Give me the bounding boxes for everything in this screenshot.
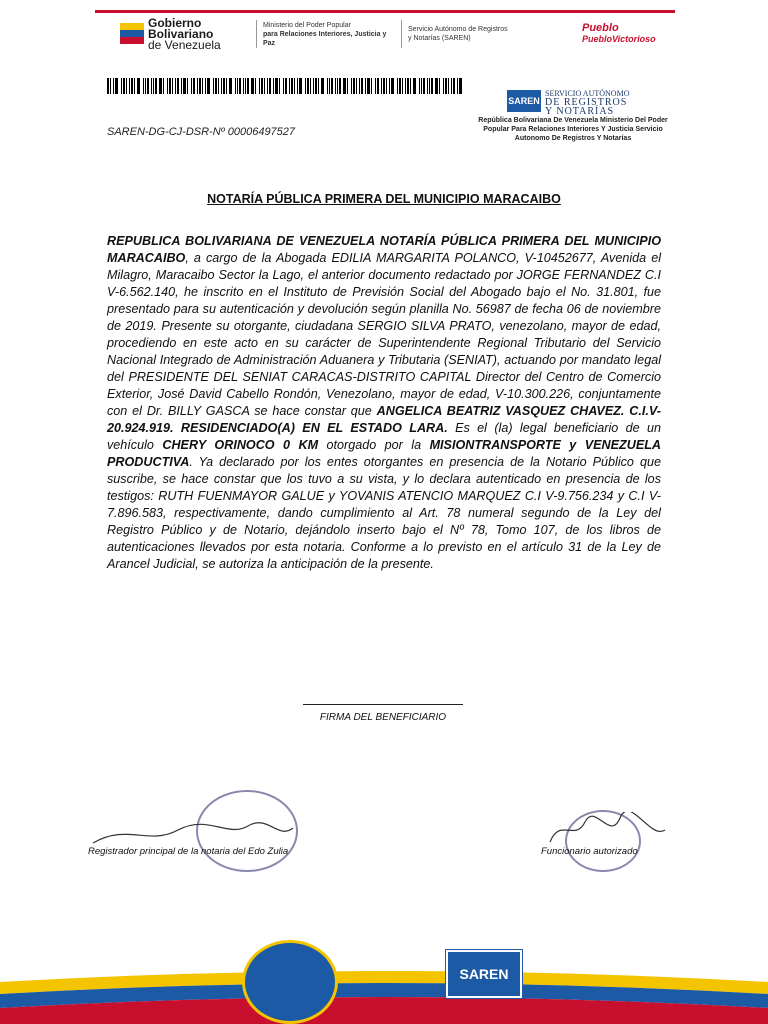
saren-line-1: Servicio Autónomo de Registros <box>408 26 508 33</box>
barcode-bar <box>337 78 338 94</box>
barcode-bar <box>289 78 290 94</box>
barcode-bar <box>389 78 390 94</box>
pueblo-victorioso-logo <box>582 22 656 48</box>
barcode-bar <box>279 78 280 94</box>
barcode-bar <box>371 78 372 94</box>
barcode-bar <box>321 78 324 94</box>
barcode-bar <box>431 78 433 94</box>
barcode-bar <box>237 78 238 94</box>
barcode-bar <box>273 78 274 94</box>
barcode-bar <box>191 78 192 94</box>
barcode-bar <box>251 78 254 94</box>
registrar-label: Registrador principal de la notaria del Edo Zulia <box>88 846 289 857</box>
barcode-bar <box>261 78 263 94</box>
barcode-bar <box>107 78 109 94</box>
barcode-bar <box>327 78 328 94</box>
pv-line-2: PuebloVictorioso <box>582 34 656 44</box>
barcode-bar <box>213 78 214 94</box>
body-bold-7: MISIONTRANSPORTE y VENEZUELA PRODUCTIVA <box>107 438 662 469</box>
barcode-bar <box>405 78 406 94</box>
barcode-bar <box>269 78 271 94</box>
barcode-bar <box>175 78 176 94</box>
saren-name-line-3: Y NOTARÍAS <box>545 106 615 117</box>
footer-tricolor-wave <box>0 960 768 1024</box>
header-top-rule <box>95 10 675 13</box>
barcode-bar <box>307 78 309 94</box>
barcode-bar <box>247 78 249 94</box>
barcode-bar <box>377 78 379 94</box>
barcode-bar <box>375 78 376 94</box>
barcode-bar <box>226 78 227 94</box>
barcode-bar <box>151 78 152 94</box>
barcode-bar <box>459 78 462 94</box>
barcode-bar <box>423 78 425 94</box>
barcode-bar <box>218 78 219 94</box>
venezuela-flag-icon <box>120 23 144 45</box>
saren-logo-text <box>545 89 629 116</box>
barcode-bar <box>386 78 387 94</box>
barcode-bar <box>275 78 278 94</box>
barcode-bar <box>243 78 244 94</box>
gov-line-2: de Venezuela <box>148 37 221 52</box>
barcode-bar <box>181 78 182 94</box>
saren-header-name <box>408 25 528 43</box>
barcode-bar <box>419 78 420 94</box>
ministry-name <box>263 21 395 48</box>
saren-footer-logo: SAREN <box>446 950 522 998</box>
officer-signature-icon <box>540 812 670 848</box>
barcode-bar <box>113 78 114 94</box>
barcode-bar <box>235 78 236 94</box>
barcode-bar <box>239 78 241 94</box>
saren-name-line-2: DE REGISTROS <box>545 97 628 108</box>
saren-name-line-1: SERVICIO AUTÓNOMO <box>545 89 630 98</box>
body-bold-3: ANGELICA BEATRIZ VASQUEZ CHAVEZ. C.I.V-20.924.919. RESIDENCIADO(A) EN EL ESTADO LARA. <box>107 404 661 435</box>
barcode-bar <box>159 78 162 94</box>
body-bold-5: CHERY ORINOCO 0 KM <box>162 438 319 452</box>
barcode-bar <box>451 78 452 94</box>
barcode-bar <box>443 78 444 94</box>
barcode-bar <box>123 78 125 94</box>
pv-line-1: Pueblo <box>582 22 619 34</box>
barcode-bar <box>399 78 401 94</box>
barcode-bar <box>283 78 284 94</box>
barcode-bar <box>383 78 385 94</box>
body-text-4: Es el (la) legal beneficiario de un vehículo <box>107 421 662 452</box>
barcode-bar <box>339 78 341 94</box>
barcode-bar <box>143 78 144 94</box>
barcode-bar <box>137 78 140 94</box>
barcode-bar <box>221 78 222 94</box>
barcode-bar <box>361 78 363 94</box>
barcode-bar <box>223 78 225 94</box>
barcode-bar <box>453 78 455 94</box>
gov-line-1: Gobierno Bolivariano <box>148 15 214 41</box>
government-header <box>120 15 660 53</box>
barcode-bar <box>169 78 171 94</box>
body-text-6: otorgado por la <box>318 438 430 452</box>
barcode-bar <box>365 78 366 94</box>
barcode-bar <box>197 78 198 94</box>
barcode-bar <box>121 78 122 94</box>
barcode-bar <box>331 78 333 94</box>
barcode-bar <box>145 78 146 94</box>
barcode-bar <box>202 78 203 94</box>
barcode-bar <box>285 78 287 94</box>
barcode-bar <box>172 78 173 94</box>
barcode-bar <box>347 78 348 94</box>
barcode-bar <box>318 78 319 94</box>
beneficiary-signature-label: FIRMA DEL BENEFICIARIO <box>319 712 447 723</box>
ministry-emblem-icon <box>242 940 338 1024</box>
barcode-bar <box>421 78 422 94</box>
barcode-bar <box>129 78 130 94</box>
barcode-bar <box>199 78 201 94</box>
barcode-bar <box>177 78 179 94</box>
saren-line-2: y Notarías (SAREN) <box>408 35 471 42</box>
barcode-bar <box>245 78 246 94</box>
barcode-bar <box>457 78 458 94</box>
body-text-2: , a cargo de la Abogada EDILIA MARGARITA POLANCO, V-10452677, Avenida el Milagro, Maracaibo Sector la Lago, el anterior documento redactado por JORGE FERNANDEZ C.I V-6.562.140, he inscrito en el Instituto de Previsión Social del Abogado bajo el No. 31.801, fue presentado para su autenticación y devolución según planilla No. 56987 de fecha 06 de noviembre de 2019. Presente su otorgante, ciudadana SERGIO SILVA PRATO, venezolano, mayor de edad, procediendo en este acto en su carácter de Superintendente Regional Tributario del Servicio Nacional Integrado de Administración Aduanera y Tributaria (SENIAT), actuando por mandato legal del PRESIDENTE DEL SENIAT CARACAS-DISTRITO CAPITAL Director del Centro de Comercio Exterior, José David Cabello Rondón, Venezolano, mayor de edad, V-10.300.226, conjuntamente con el Dr. BILLY GASCA se hace constar que <box>107 251 661 418</box>
barcode-bar <box>445 78 447 94</box>
barcode-bar <box>435 78 438 94</box>
document-reference: SAREN-DG-CJ-DSR-Nº 00006497527 <box>107 126 296 138</box>
barcode-bar <box>115 78 118 94</box>
barcode-bar <box>264 78 265 94</box>
officer-label: Funcionario autorizado <box>541 846 638 857</box>
beneficiary-signature-line <box>303 704 463 705</box>
barcode-bar <box>215 78 217 94</box>
barcode-bar <box>329 78 330 94</box>
barcode-bar <box>351 78 352 94</box>
barcode-bar <box>448 78 449 94</box>
barcode-bar <box>110 78 111 94</box>
header-divider <box>401 20 402 48</box>
barcode-bar <box>343 78 346 94</box>
barcode-bar <box>291 78 293 94</box>
barcode-bar <box>205 78 206 94</box>
document-title: NOTARÍA PÚBLICA PRIMERA DEL MUNICIPIO MARACAIBO <box>207 192 561 206</box>
barcode-bar <box>297 78 298 94</box>
body-bold-1: REPUBLICA BOLIVARIANA DE VENEZUELA NOTARÍA PÚBLICA PRIMERA DEL MUNICIPIO MARACAIBO <box>107 234 661 265</box>
header-divider <box>256 20 257 48</box>
document-body <box>107 233 661 573</box>
barcode-bar <box>367 78 370 94</box>
barcode-bar <box>413 78 416 94</box>
barcode-bar <box>439 78 440 94</box>
body-text-8: . Ya declarado por los entes otorgantes en presencia de la Notario Público que suscribe, se hace constar que los tuvo a su vista, y lo declara autenticado en presencia de los testigos: RUTH FUENMAYOR GALUE y YOVANIS ATENCIO MARQUEZ C.I V-9.756.234 y C.I V-7.896.583, respectivamente, dando cumplimiento al Art. 78 numeral segundo de la Ley del Registro Público y de Notario, dejándolo inserto bajo el Nº 78, Tomo 107, de los libros de autenticaciones llevados por esta notaria. Conforme a lo previsto en el artículo 31 de la Ley de Arancel Judicial, se autoriza la anticipación de la presente. <box>107 455 661 571</box>
saren-logo-box: SAREN <box>507 90 541 112</box>
government-name <box>148 15 250 52</box>
barcode-bar <box>410 78 411 94</box>
barcode-bar <box>147 78 149 94</box>
ministry-line-2: para Relaciones Interiores, Justicia y Paz <box>263 30 387 47</box>
barcode-bar <box>335 78 336 94</box>
barcode-bar <box>134 78 135 94</box>
barcode-bar <box>126 78 127 94</box>
barcode-bar <box>315 78 317 94</box>
barcode-bar <box>207 78 210 94</box>
ministry-line-1: Ministerio del Poder Popular <box>263 21 351 29</box>
barcode-bar <box>353 78 355 94</box>
barcode-bar <box>391 78 394 94</box>
barcode-bar <box>381 78 382 94</box>
barcode-bar <box>359 78 360 94</box>
barcode-bar <box>402 78 403 94</box>
barcode-bar <box>259 78 260 94</box>
barcode-bar <box>153 78 154 94</box>
barcode-bar <box>310 78 311 94</box>
barcode-bar <box>163 78 164 94</box>
barcode-bar <box>193 78 195 94</box>
barcode-bar <box>299 78 302 94</box>
barcode-bar <box>183 78 186 94</box>
barcode-bar <box>313 78 314 94</box>
barcode-bar <box>427 78 428 94</box>
barcode-bar <box>305 78 306 94</box>
barcode-bar <box>294 78 295 94</box>
barcode-bar <box>267 78 268 94</box>
barcode-bar <box>429 78 430 94</box>
barcode-bar <box>155 78 157 94</box>
registrar-signature-icon <box>88 818 298 848</box>
barcode-icon <box>107 78 467 94</box>
barcode-bar <box>407 78 409 94</box>
barcode-bar <box>167 78 168 94</box>
barcode-bar <box>397 78 398 94</box>
barcode-bar <box>229 78 232 94</box>
barcode-bar <box>187 78 188 94</box>
barcode-bar <box>356 78 357 94</box>
saren-caption: República Bolivariana De Venezuela Ministerio Del Poder Popular Para Relaciones Interiores Y Justicia Servicio Autonomo De Registros Y Notarías <box>478 117 668 142</box>
barcode-bar <box>255 78 256 94</box>
barcode-bar <box>131 78 133 94</box>
